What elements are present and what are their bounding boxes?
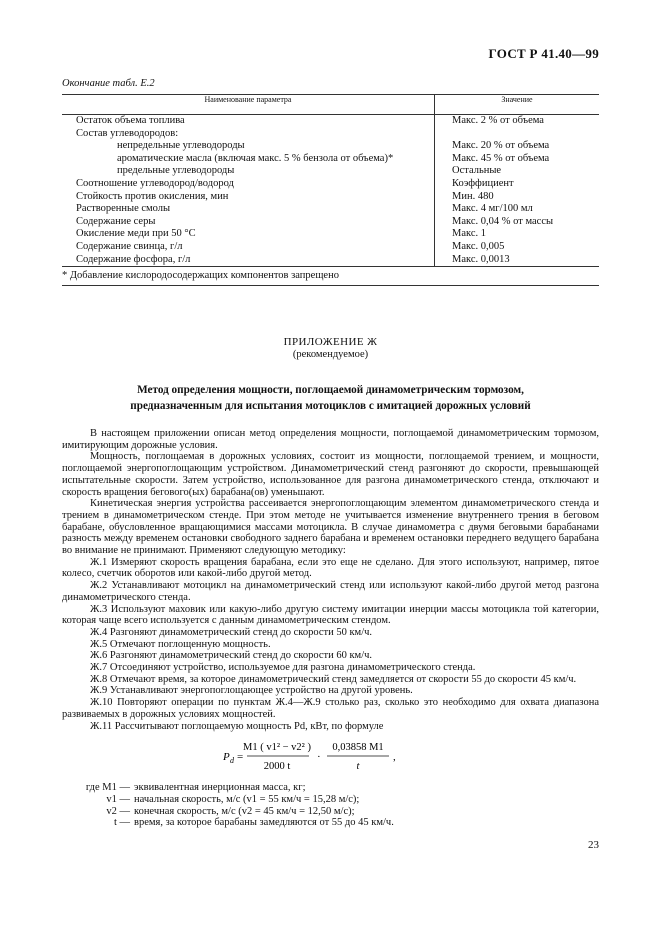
- param-cell: Остаток объема топлива: [62, 115, 435, 128]
- param-cell: Содержание фосфора, г/л: [62, 254, 435, 267]
- formula-frac1-num: M1 ( v1² − v2² ): [243, 742, 311, 753]
- document-header: ГОСТ Р 41.40—99: [488, 46, 599, 61]
- param-cell: Растворенные смолы: [62, 203, 435, 216]
- definition-text: эквивалентная инерционная масса, кг;: [134, 782, 306, 793]
- param-cell: ароматические масла (включая макс. 5 % бензола от объема)*: [62, 153, 435, 166]
- paragraph: Ж.11 Рассчитывают поглощаемую мощность Pd, кВт, по формуле: [90, 720, 384, 732]
- paragraph: Мощность, поглощаемая в дорожных условиях, состоит из мощности, поглощаемой трением, и мощности, поглощаемой энергопоглощающим устройством. Динамометрический стенд разгоняют до скорости, превышающей испытательные скорости. Затем устройство, использованное для разгона динамометрического стенда, отключают и скорость вращения бегового(ых) барабана(ов) уменьшают.: [62, 451, 599, 498]
- table-row: [62, 128, 599, 141]
- table-body: [62, 115, 599, 267]
- col-header-value: Значение: [435, 95, 600, 115]
- table-row: [62, 115, 599, 128]
- param-cell: Окисление меди при 50 °С: [62, 228, 435, 241]
- formula-lhs: P: [223, 751, 230, 763]
- value-cell: Коэффициент: [452, 177, 514, 189]
- paragraph: Ж.5 Отмечают поглощенную мощность.: [90, 638, 271, 650]
- table-row: [62, 165, 599, 178]
- definition-row: [62, 782, 394, 794]
- table-header-row: [62, 95, 599, 115]
- table-row: [62, 153, 599, 166]
- paragraph: Ж.9 Устанавливают энергопоглощающее устройство на другой уровень.: [90, 685, 413, 697]
- definition-row: [62, 806, 394, 818]
- power-formula: [215, 736, 515, 780]
- table-footnote-row: [62, 267, 599, 286]
- param-cell: Содержание серы: [62, 216, 435, 229]
- appendix-subtitle: (рекомендуемое): [292, 349, 369, 360]
- table-footnote: * Добавление кислородосодержащих компонентов запрещено: [62, 267, 599, 286]
- table-row: [62, 191, 599, 204]
- definition-symbol: t —: [113, 817, 130, 829]
- value-cell: Макс. 0,04 % от массы: [452, 215, 554, 227]
- svg-text:,: ,: [393, 751, 396, 763]
- svg-text:·: ·: [317, 751, 321, 763]
- body-text: [62, 428, 599, 732]
- value-cell: [435, 128, 600, 141]
- definition-text: конечная скорость, м/с (v2 = 45 км/ч = 12,50 м/с);: [134, 805, 355, 817]
- paragraph: Ж.10 Повторяют операции по пунктам Ж.4—Ж.9 столько раз, сколько это необходимо для охвата диапазона развиваемых в дорожных условиях мощностей.: [62, 697, 599, 720]
- paragraph: Ж.6 Разгоняют динамометрический стенд до скорости 60 км/ч.: [90, 650, 373, 662]
- table-row: [62, 228, 599, 241]
- definition-symbol: где M1 —: [85, 782, 130, 793]
- formula-svg: [215, 736, 515, 780]
- paragraph: Ж.2 Устанавливают мотоцикл на динамометрический стенд или используют какой-либо другой метод разгона динамометрического стенда.: [62, 580, 599, 603]
- formula-frac2-num: 0,03858 M1: [332, 742, 384, 753]
- paragraph: Ж.7 Отсоединяют устройство, используемое для разгона динамометрического стенда.: [90, 662, 476, 674]
- table-row: [62, 254, 599, 267]
- value-cell: Макс. 4 мг/100 мл: [452, 203, 533, 215]
- paragraph: Ж.3 Используют маховик или какую-либо другую систему имитации инерции массы мотоцикла той категории, которая чаще всего используется с данным динамометрическим стендом.: [62, 603, 599, 627]
- method-title-line2: предназначенным для испытания мотоциклов с имитацией дорожных условий: [130, 399, 531, 412]
- definition-row: [62, 817, 394, 829]
- param-cell: Состав углеводородов:: [62, 128, 435, 141]
- svg-text:d: d: [230, 756, 234, 765]
- value-cell: Макс. 45 % от объема: [452, 152, 550, 164]
- parameter-table: [62, 94, 599, 286]
- formula-frac1-den: 2000 t: [263, 761, 291, 772]
- value-cell: Макс. 0,0013: [452, 253, 510, 265]
- method-title-line1: Метод определения мощности, поглощаемой динамометрическим тормозом,: [137, 384, 524, 396]
- value-cell: Макс. 1: [452, 228, 486, 240]
- svg-text:=: =: [237, 751, 244, 763]
- page-number: 23: [588, 839, 599, 851]
- table-row: [62, 203, 599, 216]
- definition-symbol: v1 —: [106, 793, 130, 805]
- param-cell: предельные углеводороды: [62, 165, 435, 178]
- table-row: [62, 216, 599, 229]
- paragraph: Ж.4 Разгоняют динамометрический стенд до скорости 50 км/ч.: [90, 626, 373, 638]
- method-title: [62, 383, 599, 414]
- param-cell: непредельные углеводороды: [62, 140, 435, 153]
- value-cell: Макс. 2 % от объема: [452, 115, 544, 126]
- table-row: [62, 178, 599, 191]
- value-cell: Макс. 0,005: [452, 240, 505, 252]
- table-row: [62, 140, 599, 153]
- variable-definitions: [62, 782, 394, 829]
- paragraph: Ж.1 Измеряют скорость вращения барабана, если это еще не сделано. Для этого используют, например, пятое колесо, счетчик оборотов или какой-либо другой метод.: [62, 556, 599, 580]
- paragraph: Ж.8 Отмечают время, за которое динамометрический стенд замедляется от скорости 55 до скорости 45 км/ч.: [90, 673, 577, 685]
- definition-text: начальная скорость, м/с (v1 = 55 км/ч = 15,28 м/с);: [134, 793, 360, 805]
- formula-frac2-den: t: [356, 761, 360, 772]
- table-row: [62, 241, 599, 254]
- param-cell: Соотношение углеводород/водород: [62, 178, 435, 191]
- paragraph: В настоящем приложении описан метод определения мощности, поглощаемой динамометрическим тормозом, имитирующим дорожные условия.: [62, 428, 599, 451]
- col-header-param: Наименование параметра: [62, 95, 435, 115]
- table-caption: Окончание табл. Е.2: [62, 78, 155, 89]
- value-cell: Остальные: [452, 165, 502, 177]
- param-cell: Содержание свинца, г/л: [62, 241, 435, 254]
- paragraph: Кинетическая энергия устройства рассеивается энергопоглощающим элементом динамометрического стенда и трением в динамометрическом стенде. При этом методе не учитывается изменение внутреннего трения в беговом барабане, обусловленное вращающимися массами мотоцикла. В случае динамометра с двумя беговыми барабанами разность между временем остановки свободного заднего барабана и временем остановки переднего ведущего барабана во внимание не принимают. Применяют следующую методику:: [62, 498, 599, 557]
- appendix-title: ПРИЛОЖЕНИЕ Ж: [283, 336, 378, 348]
- param-cell: Стойкость против окисления, мин: [62, 191, 435, 204]
- definition-symbol: v2 —: [106, 805, 130, 817]
- definition-row: [62, 794, 394, 806]
- definition-text: время, за которое барабаны замедляются от 55 до 45 км/ч.: [134, 817, 394, 829]
- value-cell: Макс. 20 % от объема: [452, 140, 550, 152]
- value-cell: Мин. 480: [452, 190, 494, 202]
